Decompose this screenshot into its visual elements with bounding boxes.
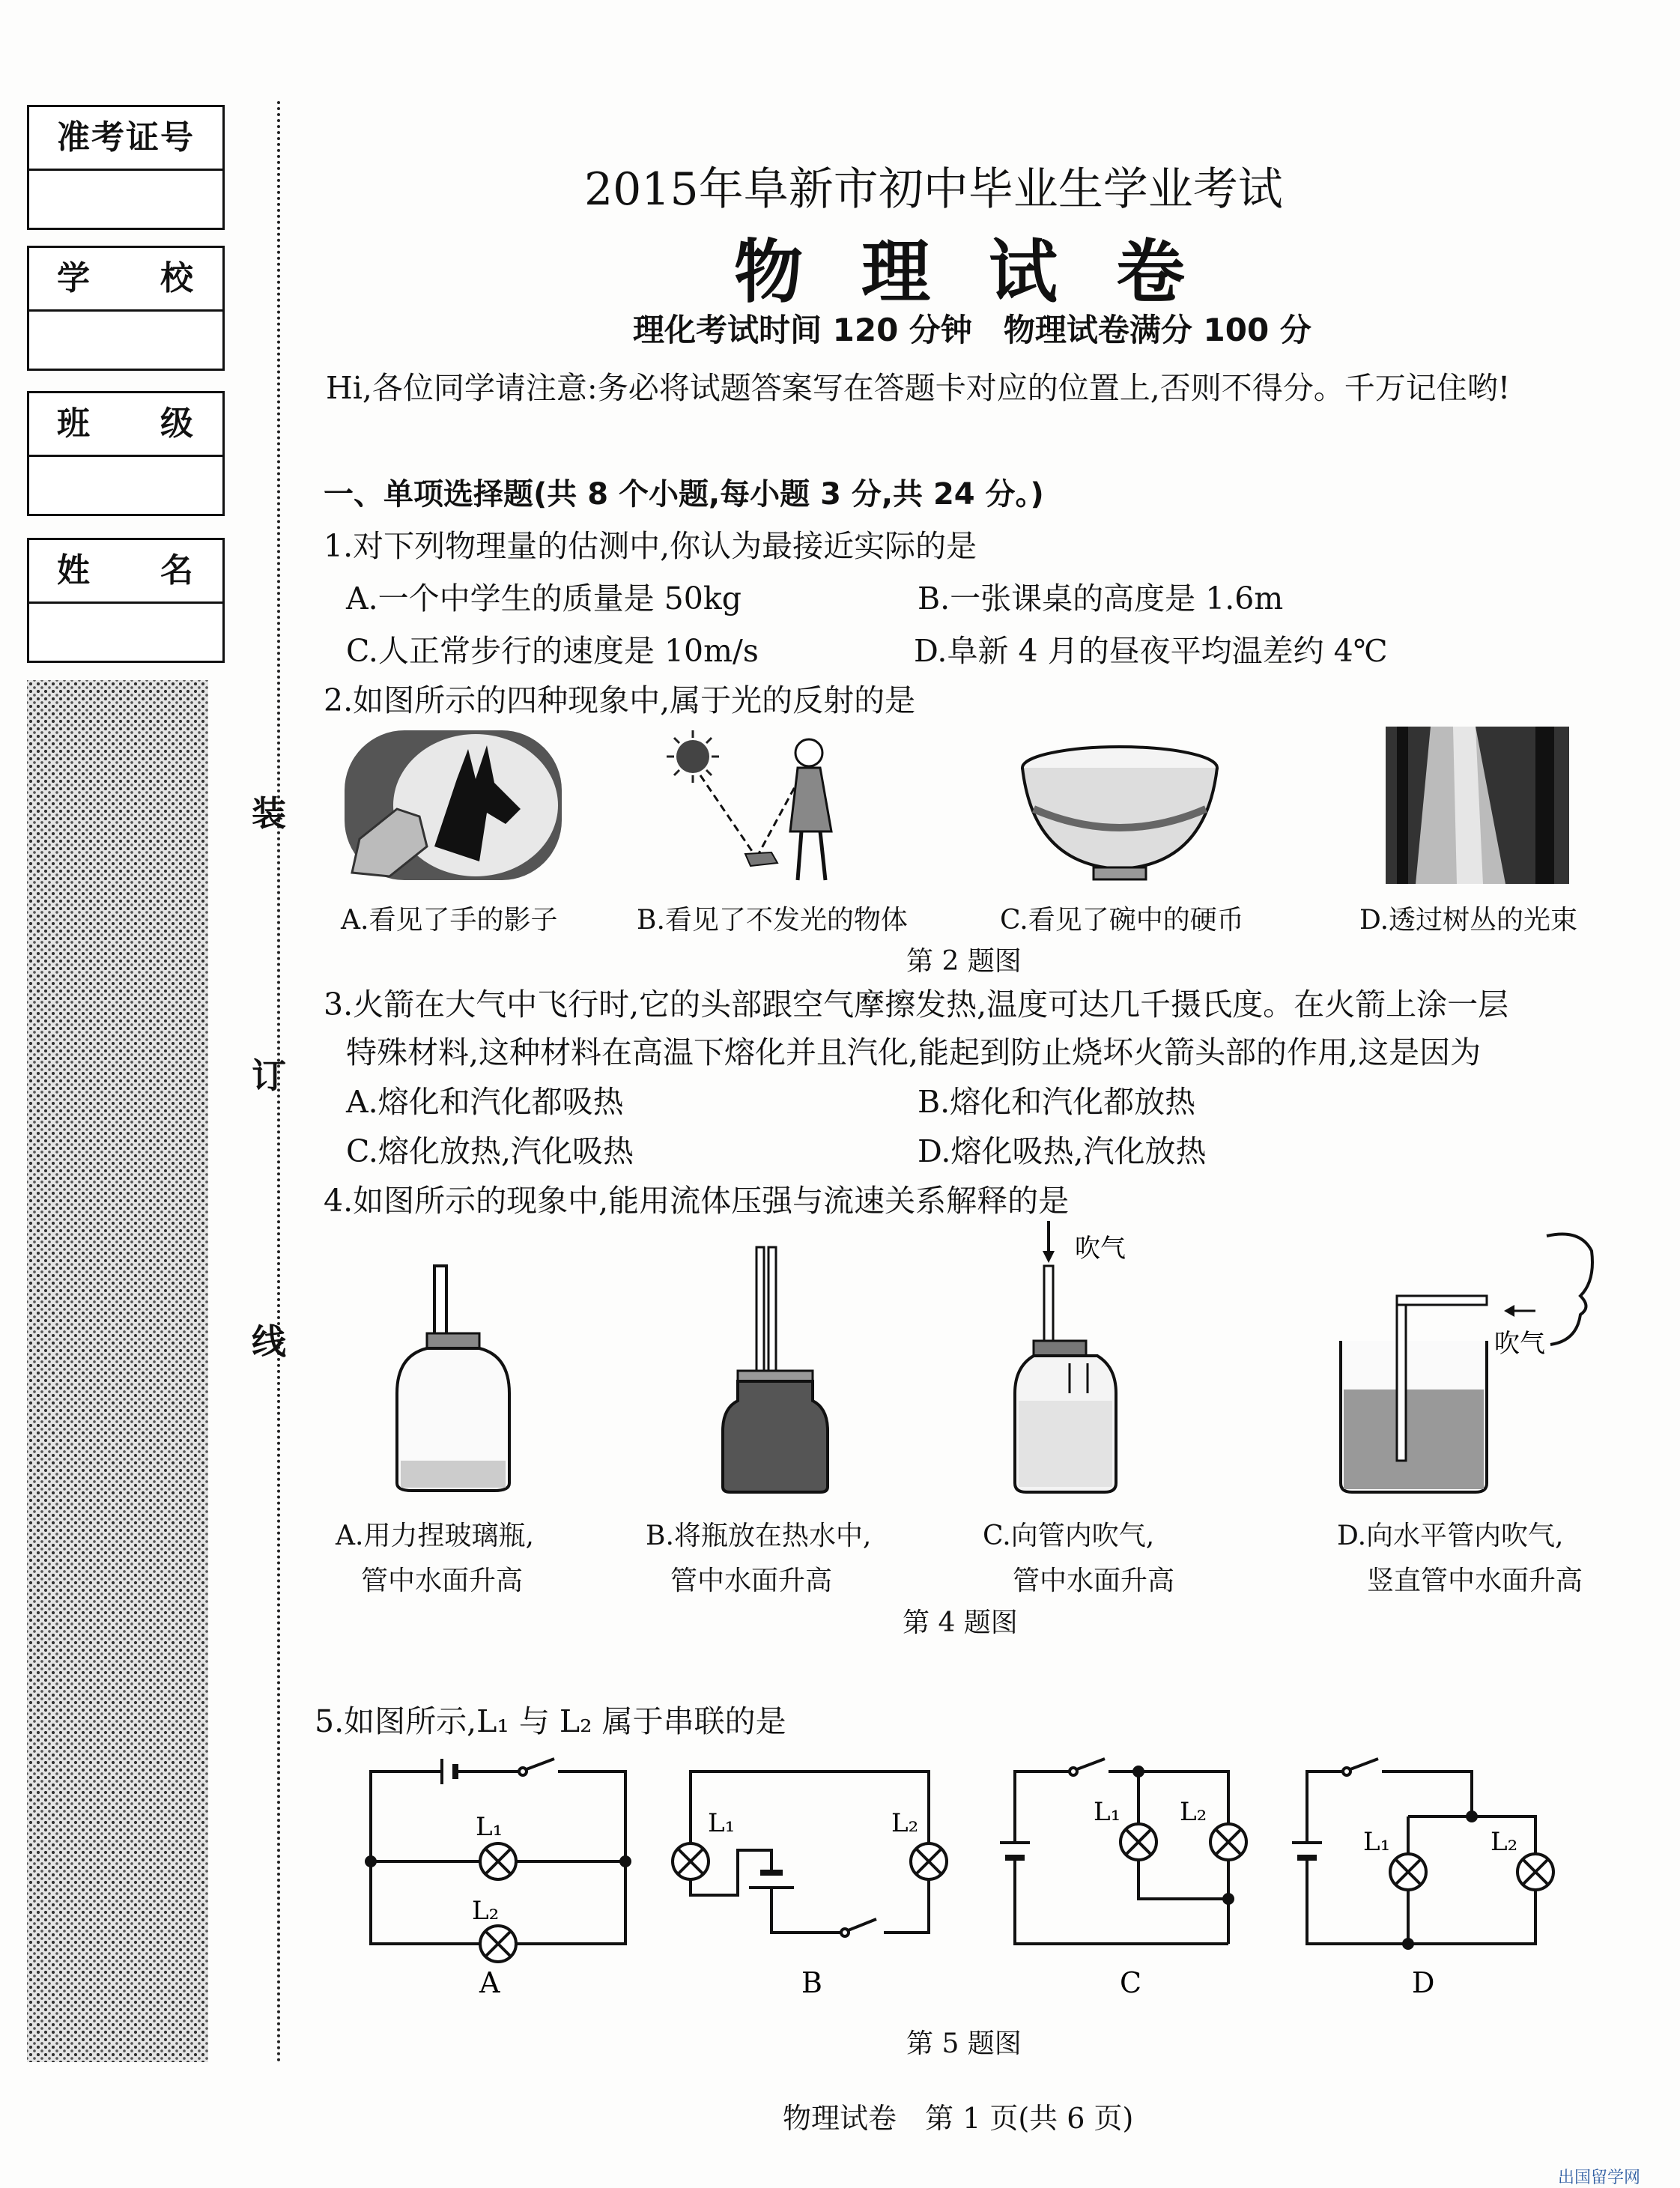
exam-info: 理化考试时间 120 分钟 物理试卷满分 100 分 [633, 312, 1311, 348]
name-box [27, 538, 225, 663]
exam-title: 2015年阜新市初中毕业生学业考试 [584, 163, 1283, 216]
label-a-l2: L₂ [472, 1896, 500, 1926]
name-label: 姓 名 [29, 540, 222, 604]
q1-stem: 1.对下列物理量的估测中,你认为最接近实际的是 [324, 528, 977, 564]
lamp-b2 [911, 1843, 947, 1879]
lamp-b1 [673, 1843, 709, 1879]
binding-char-1: 装 [252, 793, 286, 834]
label-c-l2: L₂ [1180, 1797, 1207, 1827]
q4-caption-d2: 竖直管中水面升高 [1367, 1566, 1583, 1596]
label-c-l1: L₁ [1094, 1797, 1121, 1827]
circuit-b [691, 1772, 929, 1936]
school-label: 学 校 [29, 248, 222, 312]
notice-text: Hi,各位同学请注意:务必将试题答案写在答题卡对应的位置上,否则不得分。千万记住哟! [326, 370, 1511, 406]
label-d-l1: L₁ [1363, 1827, 1391, 1857]
q2-caption-c: C.看见了碗中的硬币 [1000, 905, 1244, 936]
circuit-c [1000, 1759, 1233, 1944]
q2-figure-caption: 第 2 题图 [906, 946, 1022, 977]
q4-caption-b1: B.将瓶放在热水中, [646, 1521, 872, 1551]
blow-label-c: 吹气 [1075, 1234, 1126, 1264]
q3-option-a: A.熔化和汽化都吸热 [346, 1084, 624, 1120]
hand-shadow-picture [345, 730, 562, 880]
q5-stem: 5.如图所示,L₁ 与 L₂ 属于串联的是 [315, 1703, 786, 1739]
subject-title: 物理试卷 [734, 231, 1244, 312]
forest-light-picture [1386, 727, 1569, 884]
q1-option-c: C.人正常步行的速度是 10m/s [346, 633, 759, 669]
glass-bottle-picture [397, 1266, 509, 1491]
lamp-a2 [480, 1926, 516, 1962]
circuit-label-d: D [1412, 1966, 1435, 1999]
binding-char-3: 线 [252, 1321, 286, 1362]
q2-stem: 2.如图所示的四种现象中,属于光的反射的是 [324, 682, 916, 718]
q2-caption-b: B.看见了不发光的物体 [637, 905, 908, 936]
q4-caption-d1: D.向水平管内吹气, [1337, 1521, 1564, 1551]
hot-water-bottle-picture [723, 1247, 828, 1492]
q4-caption-c1: C.向管内吹气, [983, 1521, 1155, 1551]
exam-id-field [29, 171, 222, 228]
blow-tube-picture [1015, 1221, 1126, 1492]
lamp-c2 [1210, 1824, 1246, 1860]
q1-option-d: D.阜新 4 月的昼夜平均温差约 4℃ [914, 633, 1388, 669]
q3-stem-line1: 3.火箭在大气中飞行时,它的头部跟空气摩擦发热,温度可达几千摄氏度。在火箭上涂一层 [324, 987, 1509, 1022]
q3-option-c: C.熔化放热,汽化吸热 [346, 1133, 634, 1169]
beaker-tube-picture [1341, 1234, 1592, 1493]
school-field [29, 312, 222, 369]
q4-figures [345, 1221, 1633, 1506]
binding-char-2: 订 [252, 1055, 286, 1096]
lamp-a1 [480, 1843, 516, 1879]
watermark: 出国留学网 [1558, 2169, 1641, 2187]
q5-circuits [352, 1753, 1565, 2000]
blow-label-d: 吹气 [1494, 1329, 1545, 1359]
exam-id-box [27, 105, 225, 230]
q4-caption-a1: A.用力捏玻璃瓶, [336, 1521, 534, 1551]
q4-caption-a2: 管中水面升高 [361, 1566, 524, 1596]
circuit-label-a: A [479, 1966, 500, 1999]
q3-stem-line2: 特殊材料,这种材料在高温下熔化并且汽化,能起到防止烧坏火箭头部的作用,这是因为 [346, 1034, 1482, 1070]
q2-figures [345, 727, 1618, 895]
label-b-l2: L₂ [891, 1808, 919, 1838]
q4-stem: 4.如图所示的现象中,能用流体压强与流速关系解释的是 [324, 1183, 1070, 1219]
bowl-picture [1022, 747, 1217, 879]
lamp-d1 [1390, 1854, 1426, 1890]
reflection-picture [667, 730, 831, 880]
class-label: 班 级 [29, 393, 222, 457]
circuit-label-c: C [1120, 1966, 1142, 1999]
lamp-c1 [1120, 1824, 1156, 1860]
section-heading: 一、单项选择题(共 8 个小题,每小题 3 分,共 24 分。) [324, 477, 1044, 512]
q3-option-b: B.熔化和汽化都放热 [918, 1084, 1196, 1120]
exam-id-label: 准考证号 [29, 107, 222, 171]
school-box [27, 246, 225, 371]
q5-figure-caption: 第 5 题图 [906, 2028, 1022, 2059]
class-field [29, 457, 222, 514]
label-d-l2: L₂ [1491, 1827, 1518, 1857]
dotted-pattern [27, 680, 208, 2062]
q1-option-a: A.一个中学生的质量是 50kg [346, 581, 742, 616]
q3-option-d: D.熔化吸热,汽化放热 [918, 1133, 1207, 1169]
class-box [27, 391, 225, 516]
label-b-l1: L₁ [708, 1808, 736, 1838]
q4-caption-b2: 管中水面升高 [670, 1566, 833, 1596]
q2-caption-a: A.看见了手的影子 [341, 905, 558, 936]
page-footer: 物理试卷 第 1 页(共 6 页) [783, 2102, 1134, 2135]
name-field [29, 604, 222, 661]
circuit-label-b: B [801, 1966, 822, 1999]
q4-caption-c2: 管中水面升高 [1013, 1566, 1175, 1596]
q2-caption-d: D.透过树丛的光束 [1359, 905, 1578, 936]
label-a-l1: L₁ [476, 1812, 503, 1842]
lamp-d2 [1517, 1854, 1553, 1890]
q4-figure-caption: 第 4 题图 [903, 1607, 1018, 1638]
q1-option-b: B.一张课桌的高度是 1.6m [918, 581, 1284, 616]
